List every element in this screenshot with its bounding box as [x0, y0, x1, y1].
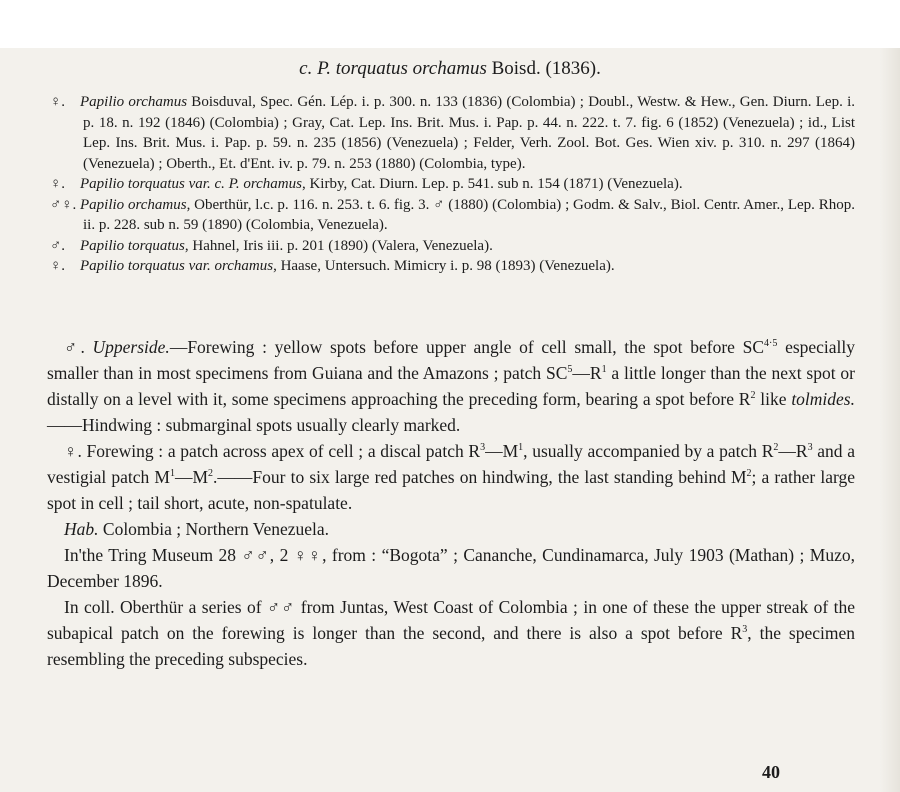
superscript: 3	[742, 624, 748, 635]
superscript: 2	[773, 442, 779, 453]
superscript: 1	[169, 468, 175, 479]
taxon-reference: tolmides.	[791, 389, 855, 409]
synonymy-text: , Haase, Untersuch. Mimicry i. p. 98 (1893) (Venezuela).	[273, 258, 615, 274]
superscript: 5	[567, 364, 573, 375]
sex-symbol: ♀.	[50, 176, 65, 192]
page-edge-shadow	[880, 48, 900, 792]
synonymy-text: Boisduval, Spec. Gén. Lép. i. p. 300. n. 133 (1836) (Colombia) ; Doubl., Westw. & Hew., Gen. Diurn. Lep. i. p. 18. n. 192 (1846) (Colombia) ; Gray, Cat. Lep. Ins. Brit. Mus. i. Pap. p. 44. n. 222. t. 7. fig. 6 (1852) (Venezuela) ; id., List Lep. Ins. Brit. Mus. i. Pap. p. 59. n. 235 (1856) (Venezuela) ; Felder, Verh. Zool. Bot. Ges. Wien xiv. p. 310. n. 297 (1864) (Venezuela) ; Oberth., Et. d'Ent. iv. p. 79. n. 253 (1880) (Colombia, type).	[83, 94, 855, 172]
female-text: ; a rather large spot in cell ; tail short, acute, non-spatulate.	[47, 467, 855, 513]
oberthur-text: , the specimen resembling the preceding subspecies.	[47, 623, 855, 669]
superscript: 1	[518, 442, 524, 453]
female-text: —M	[174, 467, 209, 487]
habitat-text: Colombia ; Northern Venezuela.	[98, 519, 330, 539]
sex-symbol: ♂.	[50, 237, 65, 254]
heading-taxon: c. P. torquatus orchamus	[299, 58, 487, 79]
male-text: —R	[572, 363, 602, 383]
female-text: Forewing : a patch across apex of cell ; a discal patch R	[81, 441, 481, 461]
female-text: —R	[778, 441, 808, 461]
synonymy-name: Papilio orchamus	[80, 196, 187, 213]
male-description	[47, 334, 855, 438]
superscript: 3	[480, 442, 486, 453]
superscript: 2	[208, 468, 214, 479]
synonymy-name: Papilio orchamus	[80, 94, 188, 110]
synonymy-text: , Hahnel, Iris iii. p. 201 (1890) (Valera, Venezuela).	[184, 237, 493, 254]
synonymy-text: , Oberthür, l.c. p. 116. n. 253. t. 6. fig. 3. ♂ (1880) (Colombia) ; Godm. & Salv., Biol. Centr. Amer., Lep. Rhop. ii. p. 228. sub n. 59 (1890) (Colombia, Venezuela).	[83, 196, 855, 233]
sex-symbol: ♀.	[50, 258, 65, 274]
male-text: a little longer than the next spot or distally on a level with it, some specimens approaching the preceding form, bearing a spot before R	[47, 363, 855, 409]
male-text: —Forewing : yellow spots before upper angle of cell small, the spot before SC	[169, 337, 765, 357]
female-text: and a vestigial patch M	[47, 441, 856, 487]
oberthur-text: In coll. Oberthür a series of ♂♂ from Juntas, West Coast of Colombia ; in one of these the upper streak of the subapical patch on the forewing is longer than the second, and there is also a spot before R	[47, 597, 855, 643]
synonymy-list	[50, 92, 855, 277]
superscript: 2	[746, 468, 752, 479]
sex-symbol: ♀.	[50, 94, 65, 110]
male-text: especially smaller than in most specimens from Guiana and the Amazons ; patch SC	[47, 337, 856, 383]
male-symbol: ♂.	[64, 337, 85, 357]
habitat-paragraph	[47, 516, 855, 542]
synonymy-entry	[50, 195, 855, 236]
superscript: 4·5	[764, 338, 778, 349]
synonymy-name: Papilio torquatus var. orchamus	[80, 258, 274, 274]
female-text: , usually accompanied by a patch R	[523, 441, 774, 461]
habitat-label: Hab.	[64, 519, 99, 539]
synonymy-entry	[50, 236, 855, 257]
male-text: ——Hindwing : submarginal spots usually clearly marked.	[47, 415, 461, 435]
oberthur-paragraph	[47, 594, 855, 672]
synonymy-entry	[50, 92, 855, 174]
upperside-label: Upperside.	[92, 337, 170, 357]
female-text: —M	[485, 441, 519, 461]
superscript: 3	[807, 442, 813, 453]
synonymy-text: , Kirby, Cat. Diurn. Lep. p. 541. sub n. 154 (1871) (Venezuela).	[301, 176, 683, 192]
sex-symbol: ♂♀.	[50, 196, 77, 213]
male-text: like	[755, 389, 792, 409]
synonymy-name: Papilio torquatus	[80, 237, 185, 254]
female-description	[47, 438, 855, 516]
superscript: 2	[750, 390, 756, 401]
heading-author: Boisd. (1836).	[486, 58, 601, 79]
page-top-margin	[0, 0, 900, 48]
synonymy-entry	[50, 256, 855, 277]
tring-paragraph: In'the Tring Museum 28 ♂♂, 2 ♀♀, from : “Bogota” ; Cananche, Cundinamarca, July 1903 (Mathan) ; Muzo, December 1896.	[47, 545, 855, 591]
page-number: 40	[762, 762, 780, 782]
superscript: 1	[601, 364, 607, 375]
description-body	[47, 334, 855, 672]
female-symbol: ♀.	[64, 441, 82, 461]
synonymy-entry	[50, 174, 855, 195]
female-text: .——Four to six large red patches on hindwing, the last standing behind M	[213, 467, 747, 487]
subspecies-heading	[0, 58, 900, 80]
synonymy-name: Papilio torquatus var. c. P. orchamus	[80, 176, 302, 192]
